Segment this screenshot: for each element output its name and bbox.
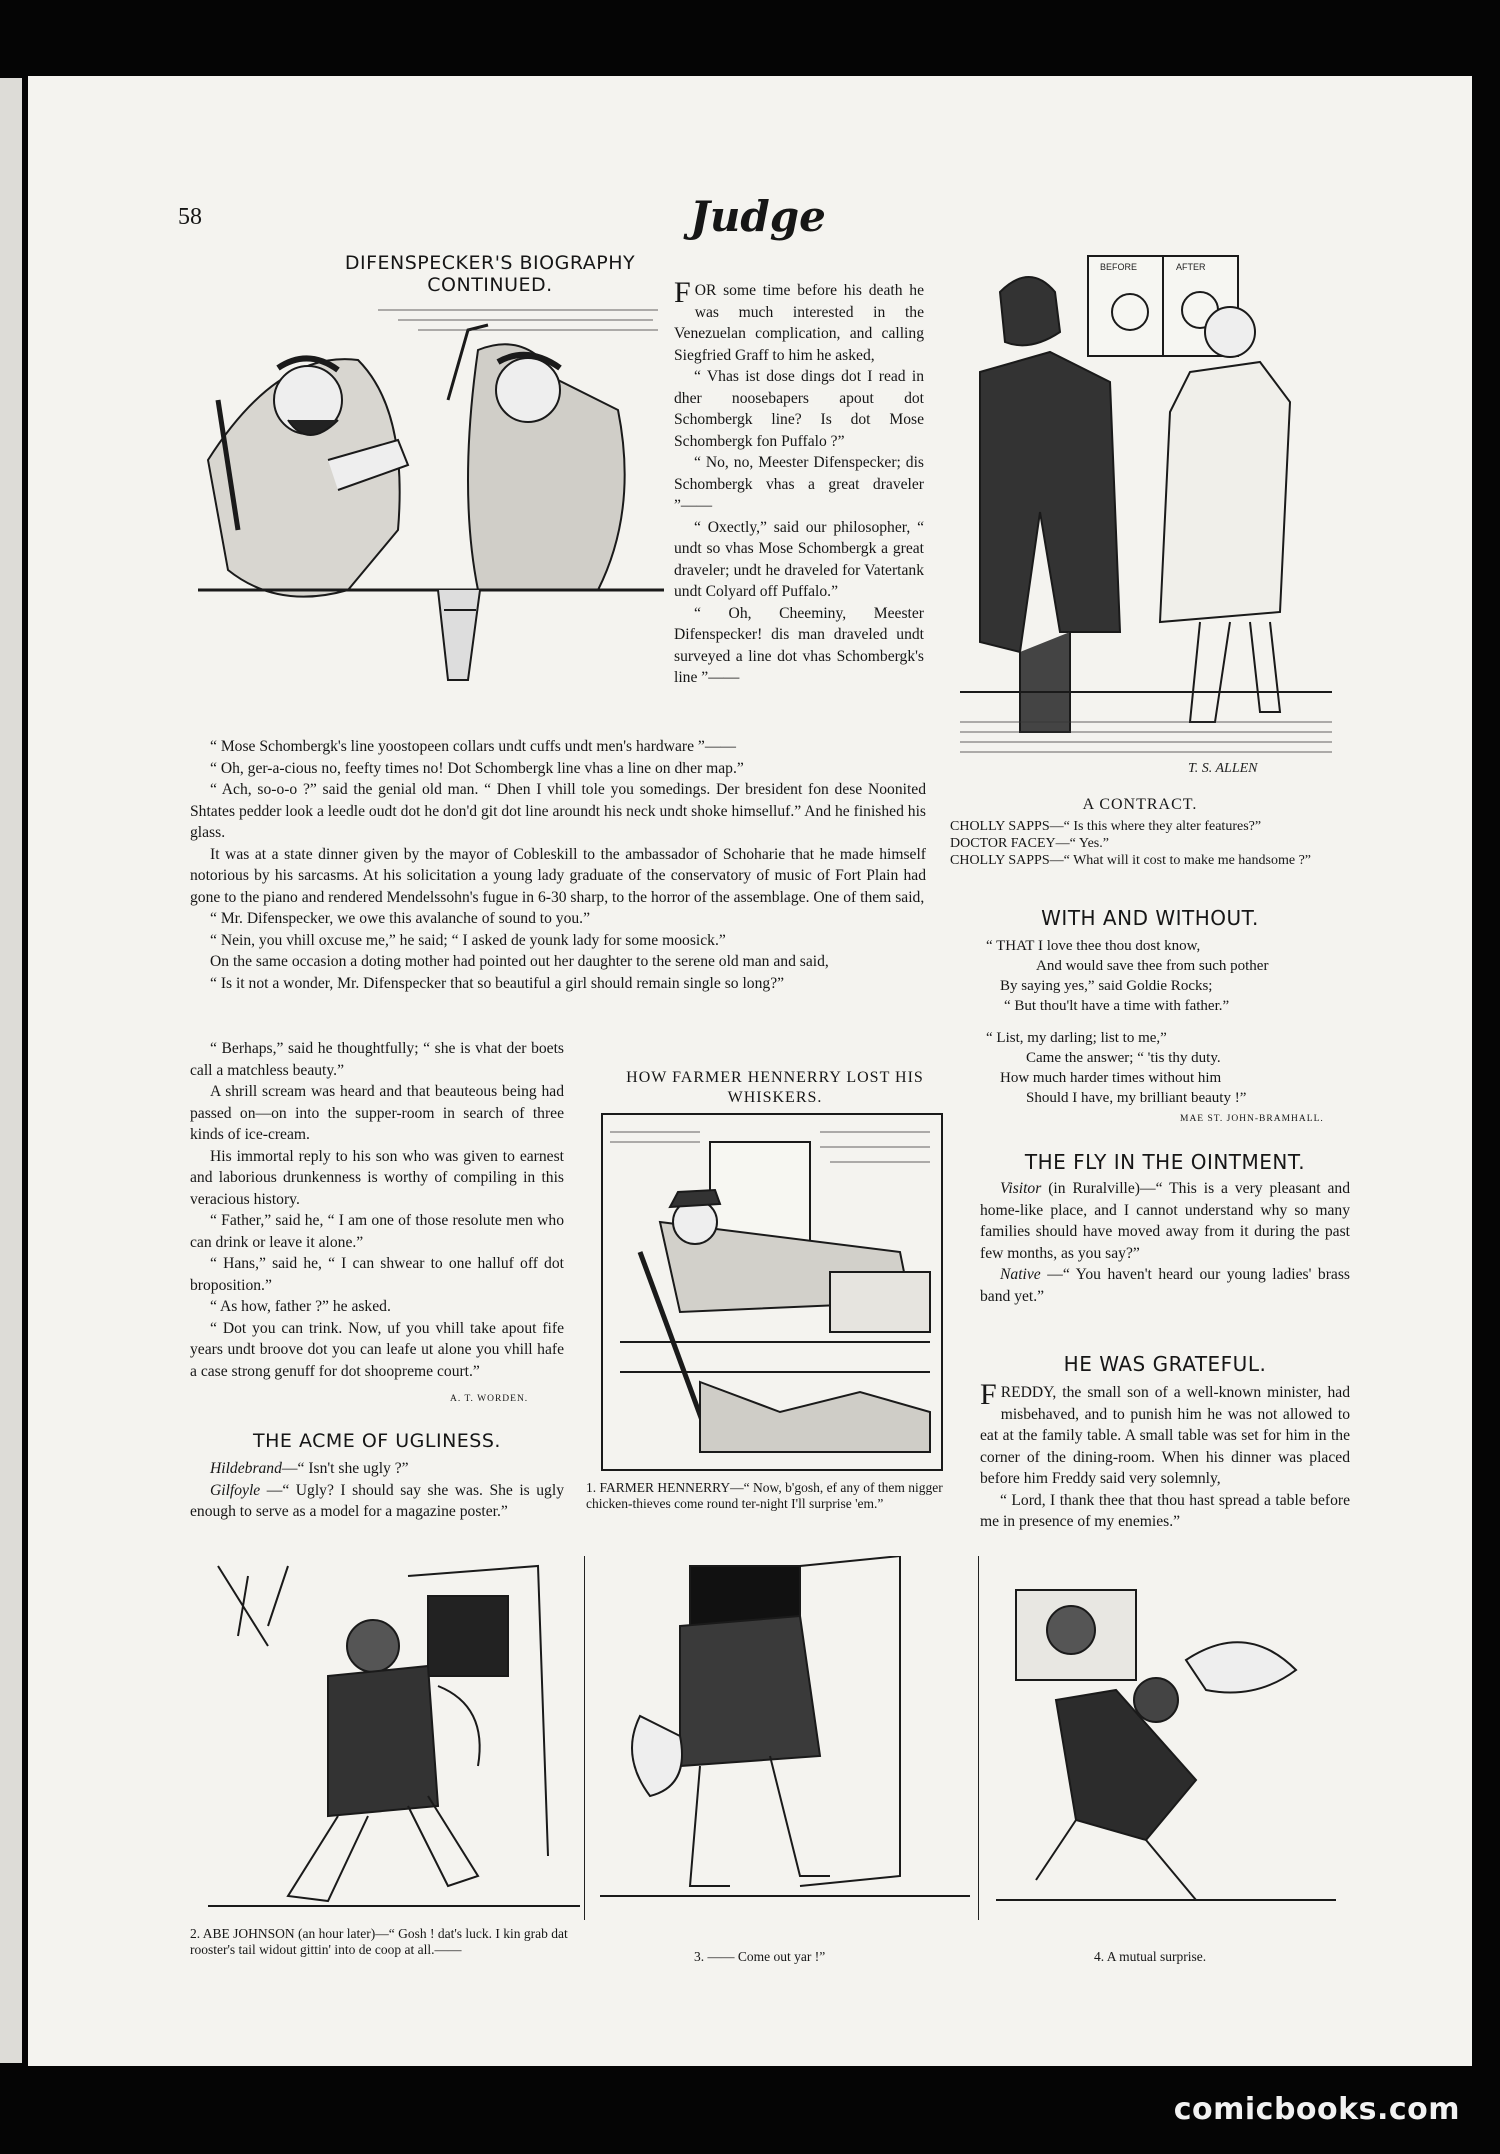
line: —“ Is this where they alter features?” bbox=[1049, 819, 1262, 834]
acme-title: THE ACME OF UGLINESS. bbox=[253, 1430, 501, 1452]
speaker: Gilfoyle bbox=[210, 1481, 261, 1499]
page-edge bbox=[0, 78, 22, 2063]
speaker: CHOLLY SAPPS bbox=[950, 853, 1050, 868]
illustration-farmer-2 bbox=[208, 1556, 580, 1920]
poem-line: “ List, my darling; list to me,” bbox=[986, 1030, 1167, 1046]
paragraph: His immortal reply to his son who was given to earnest and laborious drunkenness is worthy of compiling in this veracious history. bbox=[190, 1147, 564, 1208]
paragraph: —“ You haven't heard our young ladies' brass band yet.” bbox=[980, 1266, 1350, 1305]
paragraph: “ Hans,” said he, “ I can shwear to one halluf off dot broposition.” bbox=[190, 1255, 564, 1294]
illustration-tavern bbox=[198, 290, 664, 710]
paragraph: “ Is it not a wonder, Mr. Difenspecker that so beautiful a girl should remain single so long?” bbox=[210, 974, 785, 992]
artist-signature: T. S. ALLEN bbox=[1188, 761, 1258, 776]
paragraph: “ As how, father ?” he asked. bbox=[210, 1298, 391, 1315]
speaker: DOCTOR FACEY bbox=[950, 836, 1056, 851]
paragraph: OR some time before his death he was much interested in the Venezuelan complication, and calling Siegfried Graff to him he asked, bbox=[674, 282, 924, 364]
fly-title: THE FLY IN THE OINTMENT. bbox=[1024, 1150, 1306, 1174]
grateful-text bbox=[980, 1378, 1350, 1533]
grateful-title: HE WAS GRATEFUL. bbox=[1063, 1352, 1267, 1376]
paragraph: “ Oh, ger-a-cious no, feefty times no! Dot Schombergk line vhas a line on dher map.” bbox=[210, 759, 744, 777]
paragraph: “ Nein, you vhill oxcuse me,” he said; “ I asked de younk lady for some moosick.” bbox=[210, 931, 726, 949]
paragraph: A shrill scream was heard and that beauteous being had passed on—on into the supper-room in search of three kinds of ice-cream. bbox=[190, 1083, 564, 1143]
caption-farmer-1: 1. FARMER HENNERRY—“ Now, b'gosh, ef any of them nigger chicken-thieves come round ter-night I'll surprise 'em.” bbox=[586, 1480, 943, 1511]
poster-label-before: BEFORE bbox=[1100, 262, 1138, 272]
speaker: Visitor bbox=[1000, 1180, 1042, 1197]
paragraph: “ Vhas ist dose dings dot I read in dher noosebapers apout dot Schombergk line? Is dot Mose Schombergk fon Puffalo ?” bbox=[674, 368, 924, 450]
paragraph: “ No, no, Meester Difenspecker; dis Schombergk vhas a great draveler ”—— bbox=[674, 454, 924, 514]
paragraph: “ Lord, I thank thee that thou hast spread a table before me in presence of my enemies.” bbox=[980, 1491, 1350, 1530]
watermark: comicbooks.com bbox=[1173, 2092, 1460, 2127]
poem-line: How much harder times without him bbox=[1000, 1070, 1222, 1086]
difenspecker-title: DIFENSPECKER'S BIOGRAPHY CONTINUED. bbox=[344, 252, 636, 296]
with-without-title: WITH AND WITHOUT. bbox=[1041, 906, 1259, 930]
fly-text bbox=[980, 1178, 1350, 1307]
poster-label-after: AFTER bbox=[1176, 262, 1206, 272]
poem-line: “ But thou'lt have a time with father.” bbox=[1004, 998, 1230, 1014]
contract-dialogue bbox=[950, 818, 1350, 869]
paragraph: REDDY, the small son of a well-known minister, had misbehaved, and to punish him he was not allowed to eat at the family table. A small table was set for him in the corner of the dining-room. When his dinner was placed before him Freddy said very solemnly, bbox=[980, 1384, 1350, 1487]
paragraph: “ Ach, so-o-o ?” said the genial old man. “ Dhen I vhill tole you somedings. Der bresident fon dese Noonited Shtates pedder look a leedle oudt dot he don'd git dot line aroundt his neck undt shoke himselluf.” And he finished his glass. bbox=[190, 781, 926, 841]
paragraph: “ Oxectly,” said our philosopher, “ undt so vhas Mose Schombergk a great draveler; undt he draveled for Vatertank undt Colyard off Puffalo.” bbox=[674, 518, 924, 600]
difenspecker-column bbox=[674, 276, 924, 689]
paragraph: —“ Ugly? I should say she was. She is ugly enough to serve as a model for a magazine poster.” bbox=[190, 1481, 564, 1520]
paragraph: (in Ruralville)—“ This is a very pleasant and home-like place, and I cannot understand why so many families should have moved away from it during the past few months, as you say?” bbox=[980, 1180, 1350, 1262]
poem-line: “ THAT I love thee thou dost know, bbox=[986, 938, 1201, 954]
paragraph: It was at a state dinner given by the mayor of Cobleskill to the ambassador of Schoharie that he made himself notorious by his sarcasms. At his solicitation a young lady graduate of the conservatory of music of Fort Plain had gone to the piano and rendered Mendelssohn's fugue in 6-30 sharp, to the horror of the assemblage. One of them said, bbox=[190, 845, 926, 906]
line: —“ What will it cost to make me handsome ?” bbox=[1049, 853, 1312, 868]
poem bbox=[986, 936, 1346, 1108]
poem-line: Should I have, my brilliant beauty !” bbox=[1026, 1090, 1247, 1106]
signature-worden: A. T. WORDEN. bbox=[450, 1394, 529, 1404]
signature-bramhall: MAE ST. JOHN-BRAMHALL. bbox=[1180, 1114, 1324, 1124]
panel-divider bbox=[584, 1556, 585, 1920]
paragraph: —“ Isn't she ugly ?” bbox=[281, 1460, 409, 1477]
caption-farmer-3: 3. —— Come out yar !” bbox=[694, 1949, 826, 1964]
caption-farmer-4: 4. A mutual surprise. bbox=[1094, 1949, 1207, 1964]
paragraph: “ Mose Schombergk's line yoostopeen collars undt cuffs undt men's hardware ”—— bbox=[210, 738, 737, 755]
farmer-title: HOW FARMER HENNERRY LOST HIS WHISKERS. bbox=[626, 1069, 924, 1106]
speaker: CHOLLY SAPPS bbox=[950, 819, 1050, 834]
acme-text bbox=[190, 1458, 564, 1523]
difenspecker-left-column bbox=[190, 1038, 564, 1382]
paragraph: “ Mr. Difenspecker, we owe this avalanche of sound to you.” bbox=[210, 910, 591, 927]
contract-title: A CONTRACT. bbox=[1082, 796, 1198, 813]
masthead-logo: Judge bbox=[690, 192, 826, 241]
illustration-farmer-4 bbox=[996, 1580, 1336, 1920]
paragraph: “ Berhaps,” said he thoughtfully; “ she is vhat der boets call a matchless beauty.” bbox=[190, 1040, 564, 1079]
dropcap-f: F bbox=[980, 1378, 997, 1411]
paragraph: “ Father,” said he, “ I am one of those resolute men who can drink or leave it alone.” bbox=[190, 1212, 564, 1251]
paragraph: On the same occasion a doting mother had pointed out her daughter to the serene old man and said, bbox=[210, 953, 829, 970]
panel-divider bbox=[978, 1556, 979, 1920]
illustration-farmer-3 bbox=[600, 1556, 970, 1920]
poem-line: By saying yes,” said Goldie Rocks; bbox=[1000, 978, 1213, 994]
poem-line: And would save thee from such pother bbox=[1036, 958, 1269, 974]
paragraph: “ Dot you can trink. Now, uf you vhill take apout fife years undt broove dot you can leafe ut alone you vhill hafe a case strong genuff for dot shoopreme court.” bbox=[190, 1319, 564, 1380]
speaker: Native bbox=[1000, 1266, 1041, 1283]
poem-line: Came the answer; “ 'tis thy duty. bbox=[1026, 1050, 1221, 1066]
speaker: Hildebrand bbox=[210, 1460, 282, 1477]
paragraph: “ Oh, Cheeminy, Meester Difenspecker! dis man draveled undt surveyed a line dot vhas Schombergk's line ”—— bbox=[674, 604, 924, 686]
illustration-contract bbox=[960, 252, 1332, 782]
line: —“ Yes.” bbox=[1055, 836, 1109, 851]
page-number: 58 bbox=[178, 204, 202, 230]
illustration-farmer-1 bbox=[600, 1112, 944, 1472]
difenspecker-full-width-text bbox=[190, 736, 926, 994]
dropcap-f: F bbox=[674, 276, 691, 309]
caption-farmer-2: 2. ABE JOHNSON (an hour later)—“ Gosh ! dat's luck. I kin grab dat rooster's tail widout gittin' into de coop at all.—— bbox=[190, 1926, 568, 1957]
